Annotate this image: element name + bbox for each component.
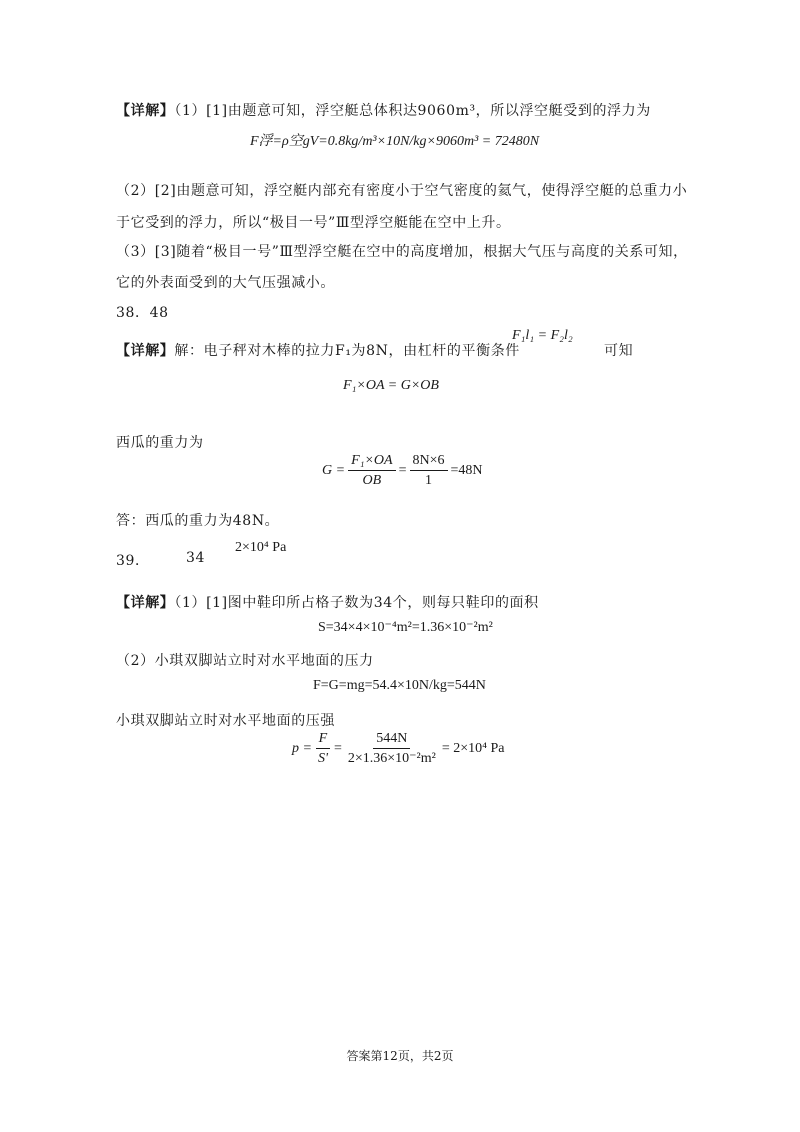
q38-eq2-lhs: G =	[322, 462, 346, 478]
detail-tag: 【详解】	[116, 595, 175, 611]
q39-eq3-result: = 2×10⁴ Pa	[441, 740, 505, 756]
q38-number-answer: 38．48	[116, 305, 169, 321]
q37-paragraph-3b: 它的外表面受到的大气压强减小。	[116, 275, 335, 291]
q38-fraction-1	[348, 452, 396, 489]
q39-paragraph-3: 小琪双脚站立时对水平地面的压强	[116, 713, 335, 729]
q38-weight-label: 西瓜的重力为	[116, 435, 204, 451]
page-footer: 答案第12页，共2页	[346, 1049, 454, 1063]
q39-fraction-2-numerator: 544N	[373, 730, 410, 749]
q39-paragraph-1	[116, 592, 539, 612]
q38-answer: 答：西瓜的重力为48N。	[116, 513, 280, 529]
q37-text-1: （1）[1]由题意可知，浮空艇总体积达9060m³，所以浮空艇受到的浮力为	[174, 103, 651, 119]
q39-fraction-1-numerator: F	[316, 730, 331, 749]
detail-tag: 【详解】	[116, 103, 175, 119]
q38-eq2-result: =48N	[450, 462, 483, 478]
q38-eq2-equals: =	[398, 462, 407, 478]
q39-text-1: （1）[1]图中鞋印所占格子数为34个，则每只鞋印的面积	[174, 595, 539, 611]
q39-number: 39．	[116, 553, 150, 569]
q38-paragraph-1	[116, 340, 520, 360]
q38-equation-balance: F₁×OA = G×OB	[343, 378, 439, 393]
q39-equation-pressure	[292, 730, 505, 767]
q38-fraction-2-denominator: 1	[425, 473, 432, 488]
q37-paragraph-1	[116, 100, 651, 120]
q39-equation-force: F=G=mg=54.4×10N/kg=544N	[313, 678, 486, 693]
q39-paragraph-2: （2）小琪双脚站立时对水平地面的压力	[116, 653, 374, 669]
q39-answer-1: 34	[186, 550, 206, 566]
q39-fraction-1-denominator: S'	[317, 751, 328, 766]
q37-paragraph-2: （2）[2]由题意可知，浮空艇内部充有密度小于空气密度的氦气，使得浮空艇的总重力小	[116, 183, 688, 199]
q39-answer-2: 2×10⁴ Pa	[235, 540, 287, 555]
q37-equation-buoyancy: F浮=ρ空gV=0.8kg/m³×10N/kg×9060m³ = 72480N	[250, 134, 540, 149]
q38-equation-weight	[322, 452, 483, 489]
q38-fraction-1-numerator: F₁×OA	[348, 452, 396, 471]
q38-text-end: 可知	[604, 343, 634, 359]
q39-eq3-equals: =	[333, 740, 342, 756]
q38-fraction-2	[410, 452, 448, 489]
detail-tag: 【详解】	[116, 343, 175, 359]
q38-lever-condition: F₁l₁ = F₂l₂	[512, 328, 573, 343]
q39-fraction-1	[315, 730, 331, 767]
q39-fraction-2-denominator: 2×1.36×10⁻²m²	[347, 751, 436, 766]
q38-fraction-1-denominator: OB	[362, 473, 382, 488]
q37-paragraph-3: （3）[3]随着“极目一号”Ⅲ型浮空艇在空中的高度增加，根据大气压与高度的关系可知，	[116, 244, 688, 260]
q39-eq3-lhs: p =	[292, 740, 312, 756]
q38-text-1: 解：电子秤对木棒的拉力F₁为8N，由杠杆的平衡条件	[174, 343, 520, 359]
q38-fraction-2-numerator: 8N×6	[410, 452, 448, 471]
q37-paragraph-2b: 于它受到的浮力，所以“极目一号”Ⅲ型浮空艇能在空中上升。	[116, 215, 511, 231]
q39-fraction-2	[345, 730, 439, 767]
q39-equation-area: S=34×4×10⁻⁴m²=1.36×10⁻²m²	[318, 620, 493, 635]
